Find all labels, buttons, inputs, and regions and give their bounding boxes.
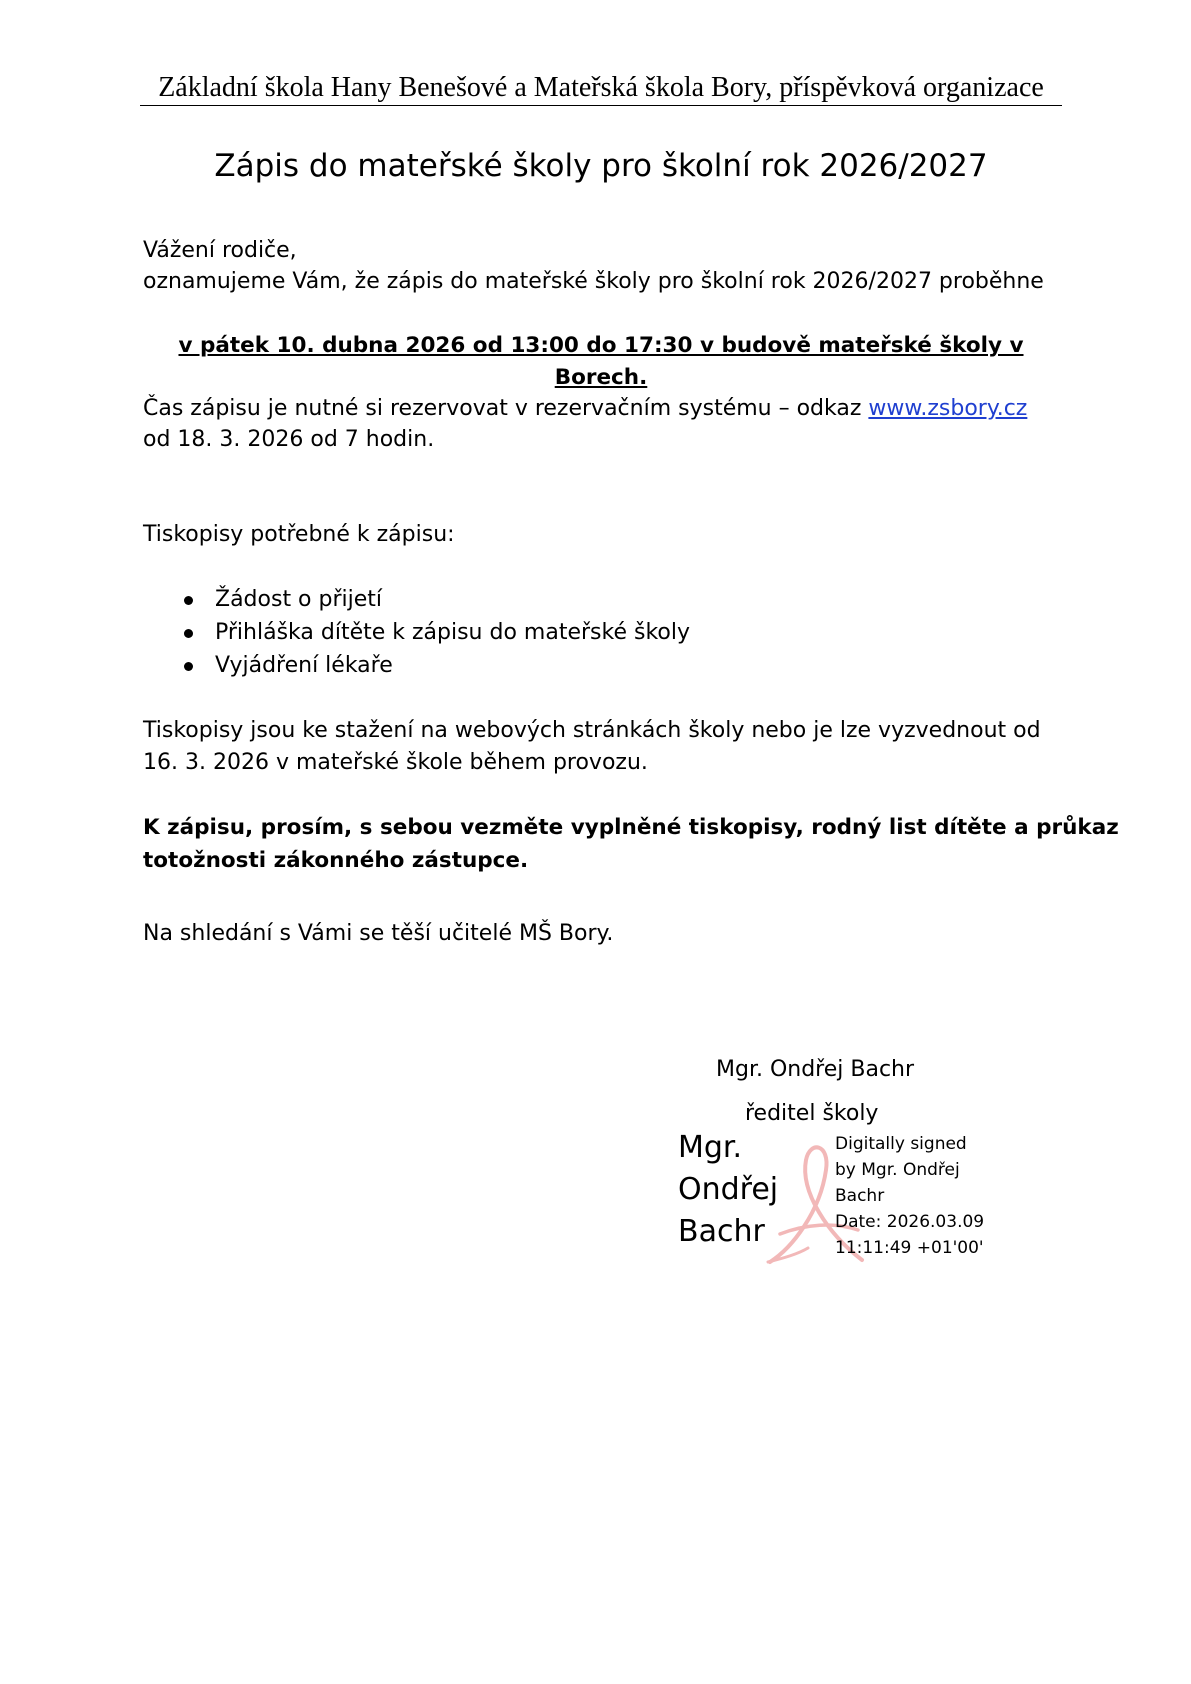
digital-signature-line: Date: 2026.03.09 (835, 1212, 985, 1232)
closing-line: Na shledání s Vámi se těší učitelé MŠ Bory. (143, 921, 614, 946)
signatory-role: ředitel školy (745, 1101, 879, 1126)
document-title: Zápis do mateřské školy pro školní rok 2026/2027 (214, 148, 988, 184)
digital-signature-line: by Mgr. Ondřej (835, 1160, 960, 1180)
reservation-line-1 (143, 393, 1027, 425)
download-info-line-2: 16. 3. 2026 v mateřské škole během provozu. (143, 750, 648, 775)
signatory-name: Mgr. Ondřej Bachr (716, 1057, 915, 1082)
enrollment-date: v pátek 10. dubna 2026 od 13:00 do 17:30 v budově mateřské školy v Borech. (178, 333, 1024, 390)
bullet-icon (184, 629, 193, 638)
signed-name-line: Bachr (678, 1214, 765, 1249)
digital-signature-line: Digitally signed (835, 1134, 967, 1154)
reservation-text: Čas zápisu je nutné si rezervovat v rezervačním systému – odkaz (143, 396, 869, 421)
bullet-icon (184, 662, 193, 671)
signed-name-line: Ondřej (678, 1172, 779, 1207)
school-website-link[interactable]: www.zsbory.cz (868, 396, 1028, 421)
download-info-line-1: Tiskopisy jsou ke stažení na webových stránkách školy nebo je lze vyzvednout od (143, 718, 1041, 743)
school-header: Základní škola Hany Benešové a Mateřská škola Bory, příspěvková organizace (158, 72, 1044, 103)
greeting: Vážení rodiče, (143, 238, 297, 263)
signed-name-line: Mgr. (678, 1130, 743, 1165)
reservation-line-2: od 18. 3. 2026 od 7 hodin. (143, 427, 435, 452)
forms-heading: Tiskopisy potřebné k zápisu: (143, 522, 455, 547)
bullet-icon (184, 596, 193, 605)
digital-signature-line: Bachr (835, 1186, 885, 1206)
document-page: Základní škola Hany Benešové a Mateřská škola Bory, příspěvková organizace Zápis do mateřské školy pro školní rok 2026/2027 Vážení rodiče, oznamujeme Vám, že zápis do mateřské školy pro školní rok 2026/2027 proběhne v pátek 10. dubna 2026 od 13:00 do 17:30 v budově mateřské školy v Borech. Čas zápisu je nutné si rezervovat v rezervačním systému – odkaz www.zsbory.cz od 18. 3. 2026 od 7 hodin. Tiskopisy potřebné k zápisu: Žádost o přijetí Přihláška dítěte k zápisu do mateřské školy Vyjádření lékaře Tiskopisy jsou ke stažení na webových stránkách školy nebo je lze vyzvednout od 16. 3. 2026 v mateřské škole během provozu. K zápisu, prosím, s sebou vezměte vyplněné tiskopisy, rodný list dítěte a průkaz totožnosti zákonného zástupce. Na shledání s Vámi se těší učitelé MŠ Bory. Mgr. Ondřej Bachr ředitel školy Mgr. Ondřej Bachr Digitally signed by Mgr. Ondřej Bachr Date: 2026.03.09 11:11:49 +01'00' (0, 0, 1191, 1684)
bring-note-line-2: totožnosti zákonného zástupce. (143, 848, 529, 873)
intro-paragraph: oznamujeme Vám, že zápis do mateřské školy pro školní rok 2026/2027 proběhne (143, 269, 1044, 294)
header-divider (140, 105, 1062, 106)
digital-signature-line: 11:11:49 +01'00' (835, 1238, 984, 1258)
bring-note-line-1: K zápisu, prosím, s sebou vezměte vyplněné tiskopisy, rodný list dítěte a průkaz (143, 815, 1119, 840)
